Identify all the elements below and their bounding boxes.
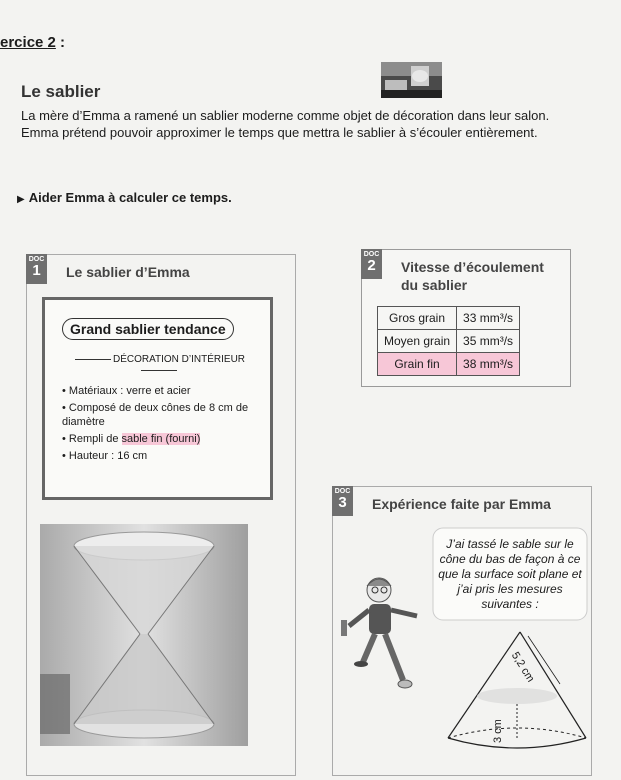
list-item: • Rempli de sable fin (fourni) bbox=[62, 433, 201, 445]
speech-text: J’ai tassé le sable sur le cône du bas de façon à ce que la surface soit plane et j’ai pris les mesures suivantes : bbox=[438, 537, 582, 611]
intro-paragraph: La mère d’Emma a ramené un sablier moderne comme objet de décoration dans leur salon. bbox=[21, 108, 550, 123]
product-bullets bbox=[62, 384, 257, 466]
product-subtitle: DÉCORATION D’INTÉRIEUR bbox=[62, 354, 256, 376]
emma-illustration bbox=[337, 570, 429, 700]
table-row: Grain fin 38 mm³/s bbox=[378, 353, 520, 376]
list-item: • Hauteur : 16 cm bbox=[62, 450, 148, 462]
doc1-tag: DOC 1 bbox=[26, 254, 47, 284]
intro-text bbox=[21, 107, 601, 141]
height-label: 3 cm bbox=[492, 719, 504, 743]
doc1-title: Le sablier d’Emma bbox=[66, 264, 190, 280]
doc2-tag: DOC 2 bbox=[361, 249, 382, 279]
table-row: Gros grain 33 mm³/s bbox=[378, 307, 520, 330]
doc3-tag: DOC 3 bbox=[332, 486, 353, 516]
highlighted-text: sable fin (fourni) bbox=[121, 433, 201, 445]
cone-diagram bbox=[440, 626, 590, 762]
speed-table bbox=[377, 306, 520, 376]
list-item: • Composé de deux cônes de 8 cm de diamètre bbox=[62, 402, 249, 428]
section-title: Le sablier bbox=[21, 82, 101, 101]
table-row: Moyen grain 35 mm³/s bbox=[378, 330, 520, 353]
exercise-title: ercice 2 : bbox=[0, 34, 66, 51]
hourglass-photo bbox=[40, 524, 248, 746]
task-instruction: ▶ Aider Emma à calculer ce temps. bbox=[17, 190, 232, 205]
triangle-bullet-icon: ▶ bbox=[17, 194, 25, 205]
list-item: • Matériaux : verre et acier bbox=[62, 385, 191, 397]
hourglass-thumbnail-image bbox=[381, 62, 442, 98]
product-name: Grand sablier tendance bbox=[62, 318, 234, 340]
intro-paragraph: Emma prétend pouvoir approximer le temps que mettra le sablier à s’écouler entièrement. bbox=[21, 125, 538, 140]
doc2-title: Vitesse d’écoulement du sablier bbox=[401, 259, 544, 293]
slant-height-label: 5,2 cm bbox=[508, 650, 537, 685]
doc3-title: Expérience faite par Emma bbox=[372, 496, 551, 512]
